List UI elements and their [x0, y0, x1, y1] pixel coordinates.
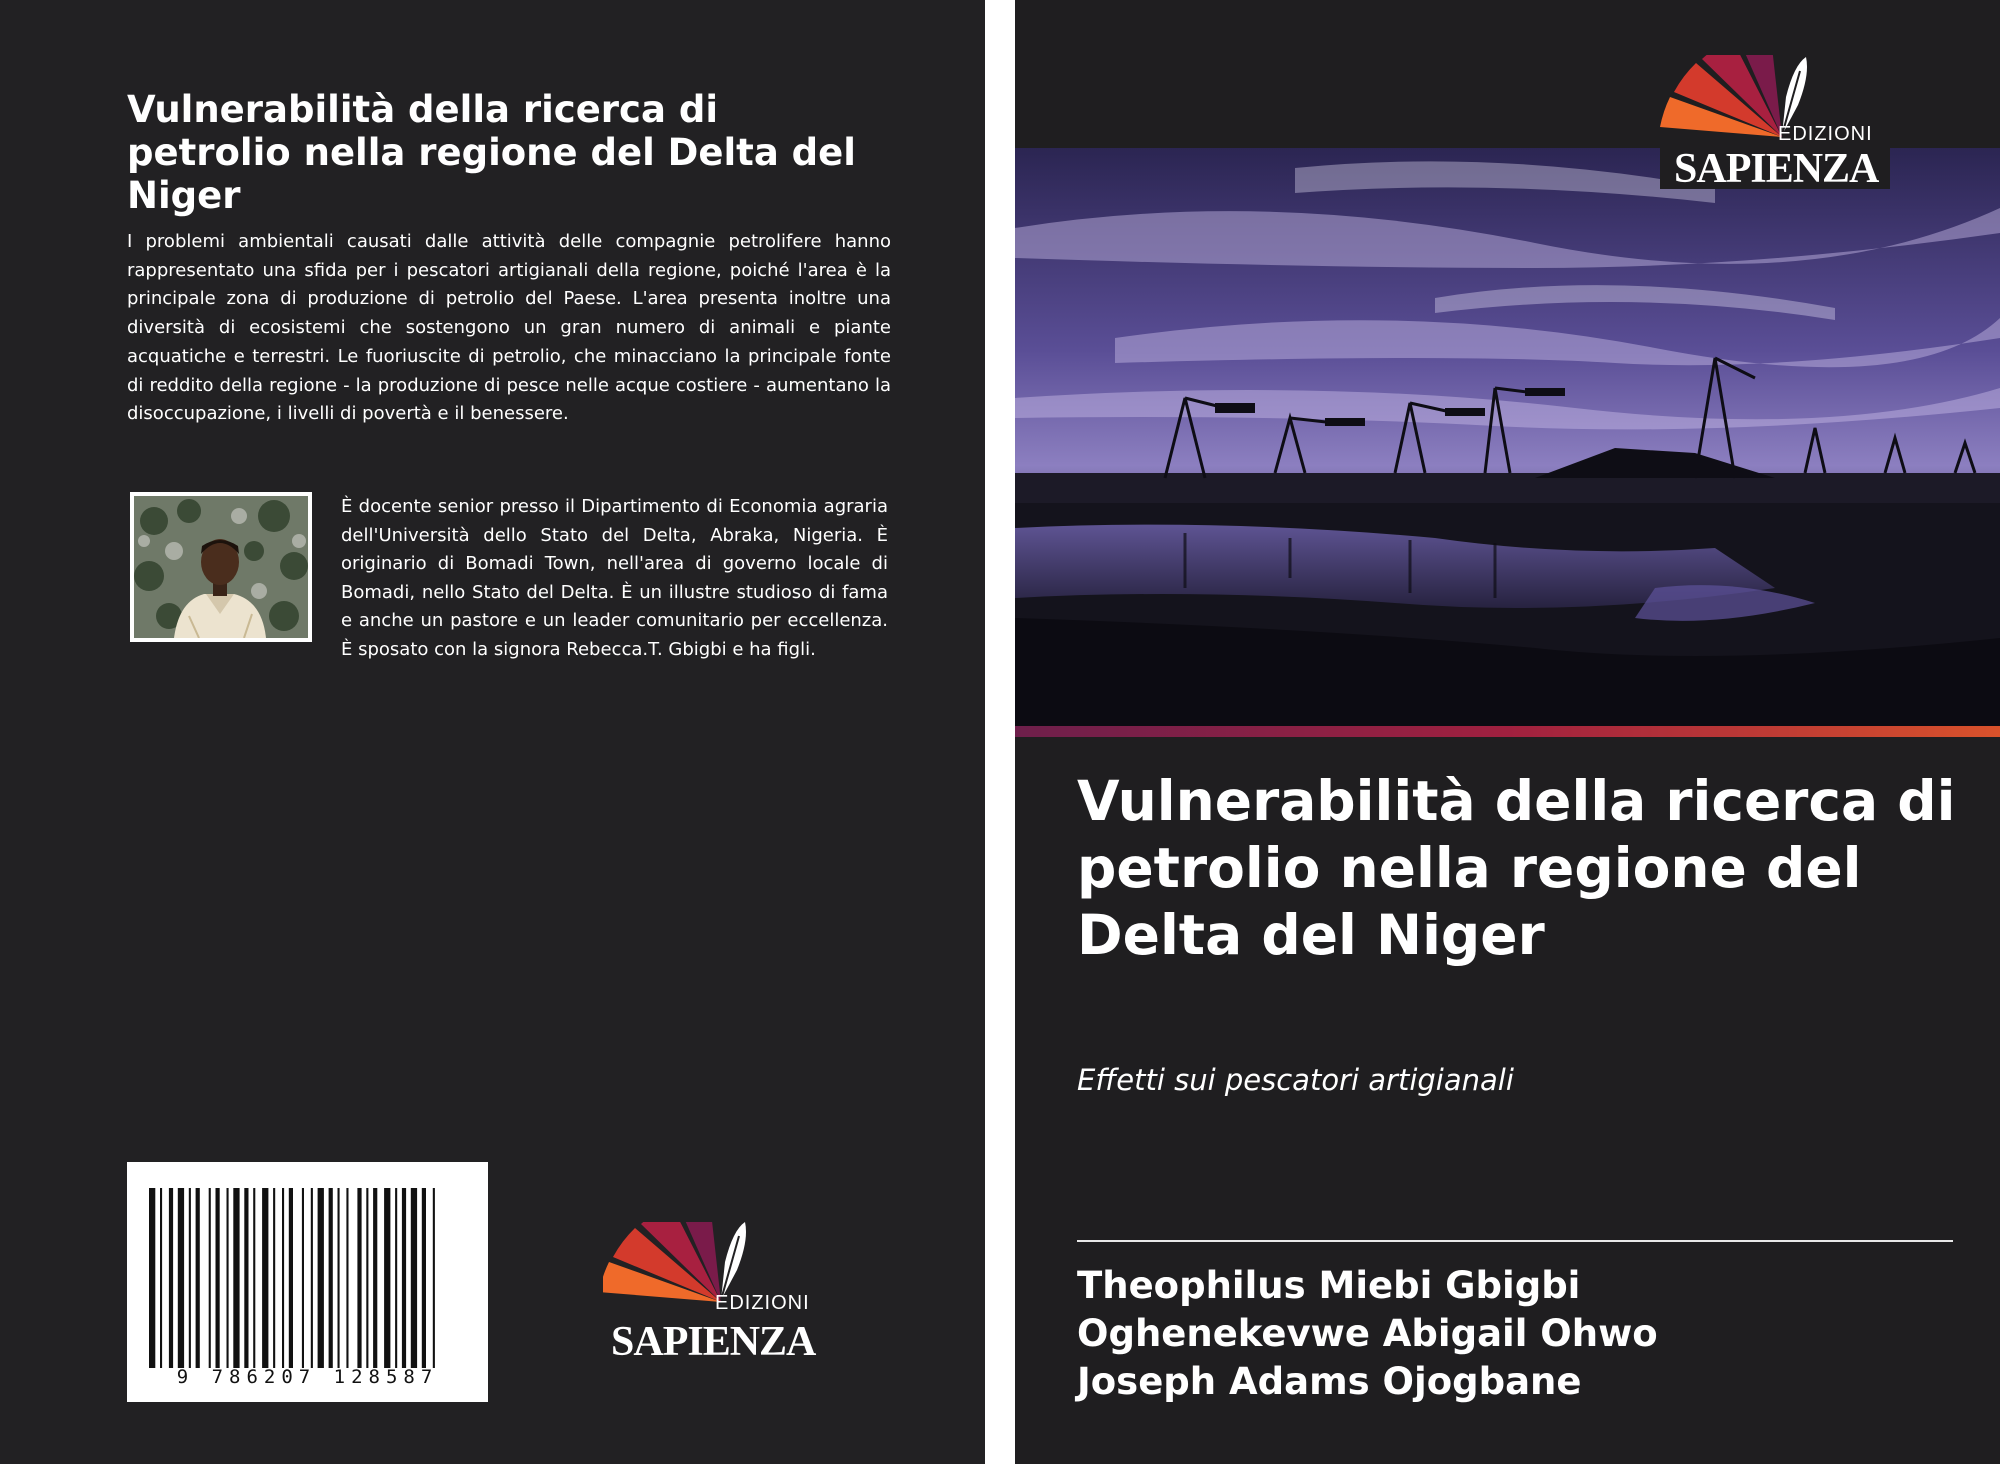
publisher-logo-front	[1660, 55, 1890, 192]
author-name: Theophilus Miebi Gbigbi	[1077, 1264, 1581, 1307]
isbn-barcode	[127, 1162, 488, 1402]
front-cover-subtitle: Effetti sui pescatori artigianali	[1077, 1063, 1514, 1097]
front-cover-title: Vulnerabilità della ricerca di petrolio nella regione del Delta del Niger	[1077, 769, 1956, 967]
author-name: Joseph Adams Ojogbane	[1077, 1360, 1582, 1403]
author-name: Oghenekevwe Abigail Ohwo	[1077, 1312, 1658, 1355]
author-bio: È docente senior presso il Dipartimento di Economia agraria dell'Università dello Stato del Delta, Abraka, Nigeria. È originario di Bomadi Town, nell'area di governo locale di Bomadi, nello Stato del Delta. È un illustre studioso di fama e anche un pastore e un leader comunitario per eccellenza. È sposato con la signora Rebecca.T. Gbigbi e ha figli.	[341, 496, 888, 660]
publisher-label: EDIZIONI	[715, 1292, 810, 1314]
barcode-digits: 9 786207 128587	[176, 1366, 439, 1388]
author-list	[1077, 1262, 1957, 1406]
cover-photo-oil-field	[1015, 148, 2000, 726]
back-cover	[0, 0, 985, 1464]
publisher-name: SAPIENZA	[1674, 146, 1879, 192]
publisher-label: EDIZIONI	[1778, 123, 1873, 145]
back-cover-title: Vulnerabilità della ricerca di petrolio nella regione del Delta del Niger	[127, 88, 856, 217]
publisher-name: SAPIENZA	[611, 1319, 816, 1365]
publisher-logo-back	[603, 1222, 823, 1365]
back-cover-blurb: I problemi ambientali causati dalle attività delle compagnie petrolifere hanno rappresentato una sfida per i pescatori artigianali della regione, poiché l'area è la principale zona di produzione di petrolio del Paese. L'area presenta inoltre una diversità di ecosistemi che sostengono un gran numero di animali e piante acquatiche e terrestri. Le fuoriuscite di petrolio, che minacciano la principale fonte di reddito della regione - la produzione di pesce nelle acque costiere - aumentano la disoccupazione, i livelli di povertà e il benessere.	[127, 231, 891, 425]
author-photo	[130, 492, 312, 642]
accent-band	[1015, 726, 2000, 737]
front-cover	[1015, 0, 2000, 1464]
divider	[1077, 1240, 1953, 1242]
